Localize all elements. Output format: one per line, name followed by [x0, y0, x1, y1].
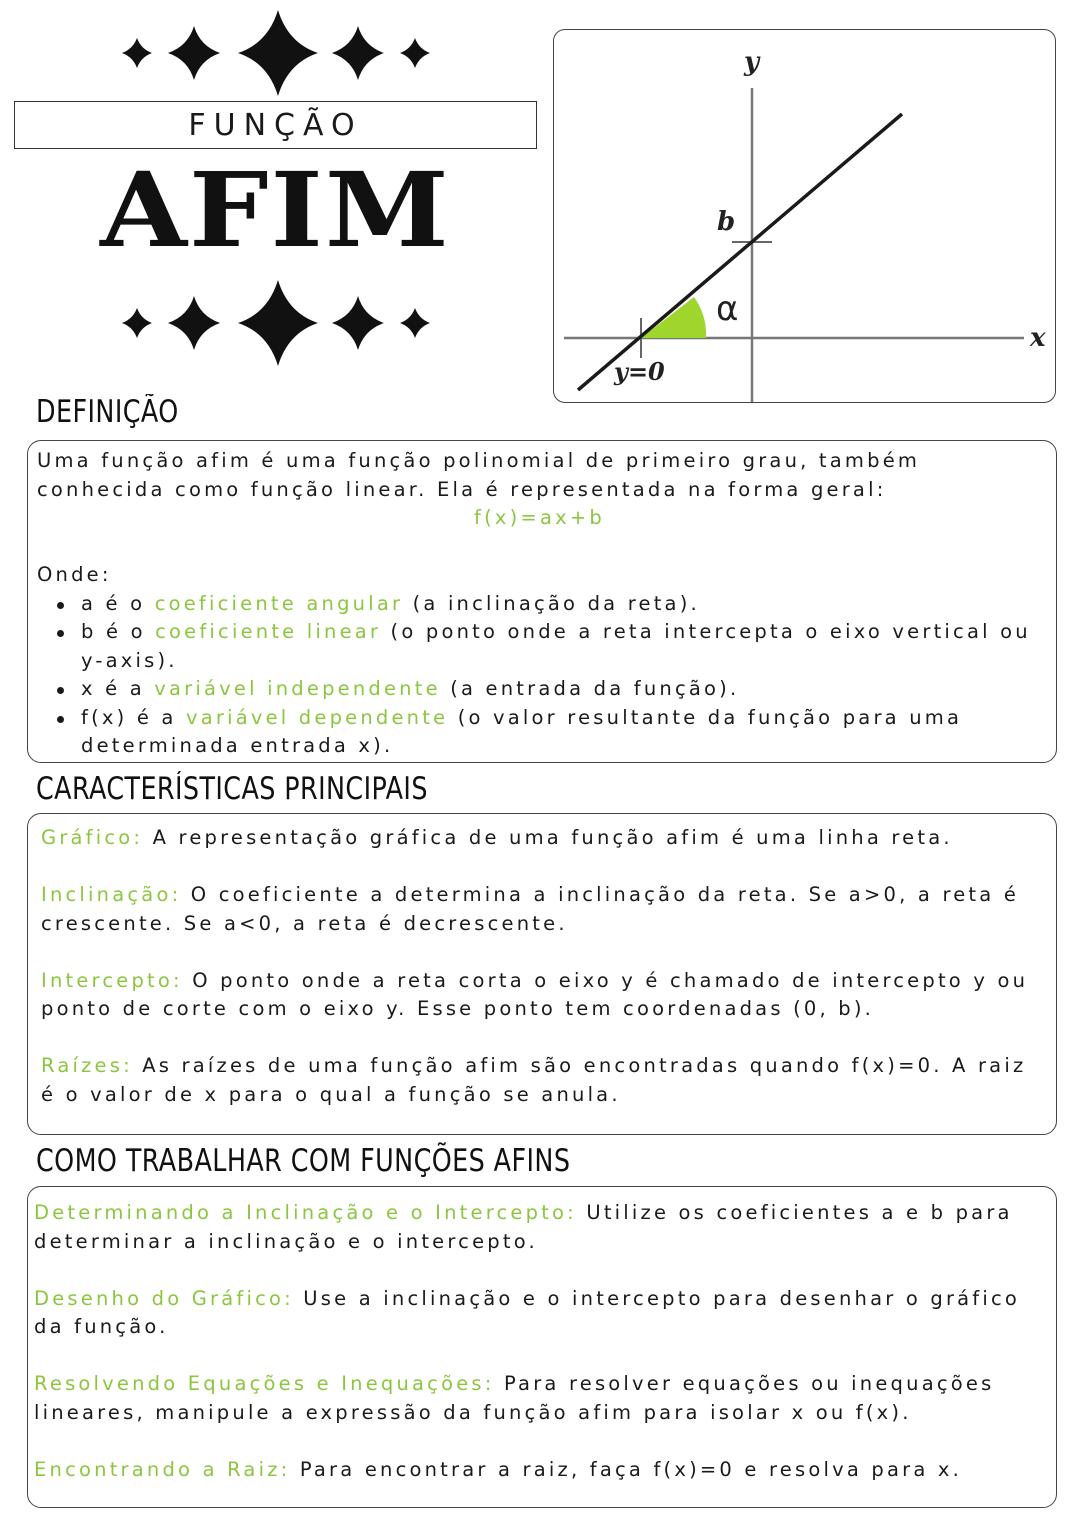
stars-top-decoration	[110, 8, 440, 98]
definition-list	[37, 590, 1042, 761]
section-heading-como-trabalhar: COMO TRABALHAR COM FUNÇÕES AFINS	[36, 1143, 571, 1179]
como-trabalhar-box	[27, 1186, 1057, 1508]
root-label: y=0	[614, 357, 665, 386]
star-icon	[400, 308, 430, 338]
stars-bottom-decoration	[110, 278, 440, 368]
section-heading-caracteristicas: CARACTERÍSTICAS PRINCIPAIS	[36, 771, 428, 807]
paragraph-encontrando: Encontrando a Raiz: Para encontrar a raiz, faça f(x)=0 e resolva para x.	[34, 1457, 963, 1481]
highlight-term: variável independente	[154, 677, 441, 700]
intercept-label: b	[717, 207, 736, 237]
star-icon	[332, 296, 384, 350]
x-axis-label: x	[1030, 323, 1046, 353]
list-item: a é o coeficiente angular (a inclinação da reta).	[81, 590, 1042, 619]
highlight-term: coeficiente angular	[154, 591, 404, 615]
star-icon	[238, 10, 318, 96]
section-heading-definicao: DEFINIÇÃO	[36, 394, 179, 430]
page-title: AFIM	[100, 149, 451, 271]
highlight-term: variável dependente	[185, 705, 449, 729]
paragraph-intercepto: Intercepto: O ponto onde a reta corta o eixo y é chamado de intercepto y ou ponto de corte com o eixo y. Esse ponto tem coordenadas (0, b).	[41, 968, 1029, 1020]
star-icon	[122, 308, 152, 338]
paragraph-determinando: Determinando a Inclinação e o Intercepto: Utilize os coeficientes a e b para determinar a inclinação e o intercepto.	[34, 1201, 1013, 1253]
paragraph-raizes: Raízes: As raízes de uma função afim são encontradas quando f(x)=0. A raiz é o valor de x para o qual a função se anula.	[41, 1054, 1027, 1106]
highlight-term: Desenho do Gráfico:	[34, 1286, 294, 1310]
function-line	[578, 114, 902, 390]
star-icon	[332, 26, 384, 80]
highlight-term: coeficiente linear	[155, 620, 382, 643]
definicao-intro: Uma função afim é uma função polinomial de primeiro grau, também conhecida como função linear. Ela é representada na forma geral:	[37, 449, 921, 501]
paragraph-resolvendo: Resolvendo Equações e Inequações: Para resolver equações ou inequações lineares, manipule a expressão da função afim para isolar x ou f(x).	[34, 1372, 995, 1424]
definicao-box	[27, 440, 1057, 763]
list-item: f(x) é a variável dependente (o valor resultante da função para uma determinada entrada x).	[81, 704, 1042, 761]
star-icon	[238, 280, 318, 366]
highlight-term: Inclinação:	[41, 883, 182, 906]
highlight-term: Raízes:	[41, 1054, 133, 1077]
star-icon	[400, 38, 430, 68]
list-item: b é o coeficiente linear (o ponto onde a reta intercepta o eixo vertical ou y-axis).	[81, 618, 1042, 675]
list-item: x é a variável independente (a entrada da função).	[81, 675, 1042, 704]
paragraph-grafico: Gráfico: A representação gráfica de uma função afim é uma linha reta.	[41, 826, 953, 849]
page-subtitle: FUNÇÃO	[188, 107, 363, 143]
paragraph-inclinacao: Inclinação: O coeficiente a determina a inclinação da reta. Se a>0, a reta é crescente. Se a<0, a reta é decrescente.	[41, 883, 1020, 935]
highlight-term: Intercepto:	[41, 968, 183, 992]
subtitle-box	[14, 101, 537, 149]
caracteristicas-box	[27, 813, 1057, 1135]
line-graph-figure	[553, 29, 1056, 403]
highlight-term: Resolvendo Equações e Inequações:	[34, 1372, 495, 1395]
star-icon	[122, 38, 152, 68]
onde-label: Onde:	[37, 563, 112, 586]
star-icon	[168, 296, 220, 350]
y-axis-label: y	[744, 47, 760, 77]
angle-label: α	[716, 289, 739, 329]
star-icon	[168, 26, 220, 80]
highlight-term: Determinando a Inclinação e o Intercepto:	[34, 1201, 577, 1224]
highlight-term: Encontrando a Raiz:	[34, 1457, 291, 1481]
angle-wedge	[641, 297, 706, 338]
formula: f(x)=ax+b	[474, 506, 605, 529]
paragraph-desenho: Desenho do Gráfico: Use a inclinação e o intercepto para desenhar o gráfico da função.	[34, 1286, 1021, 1338]
highlight-term: Gráfico:	[41, 826, 144, 849]
